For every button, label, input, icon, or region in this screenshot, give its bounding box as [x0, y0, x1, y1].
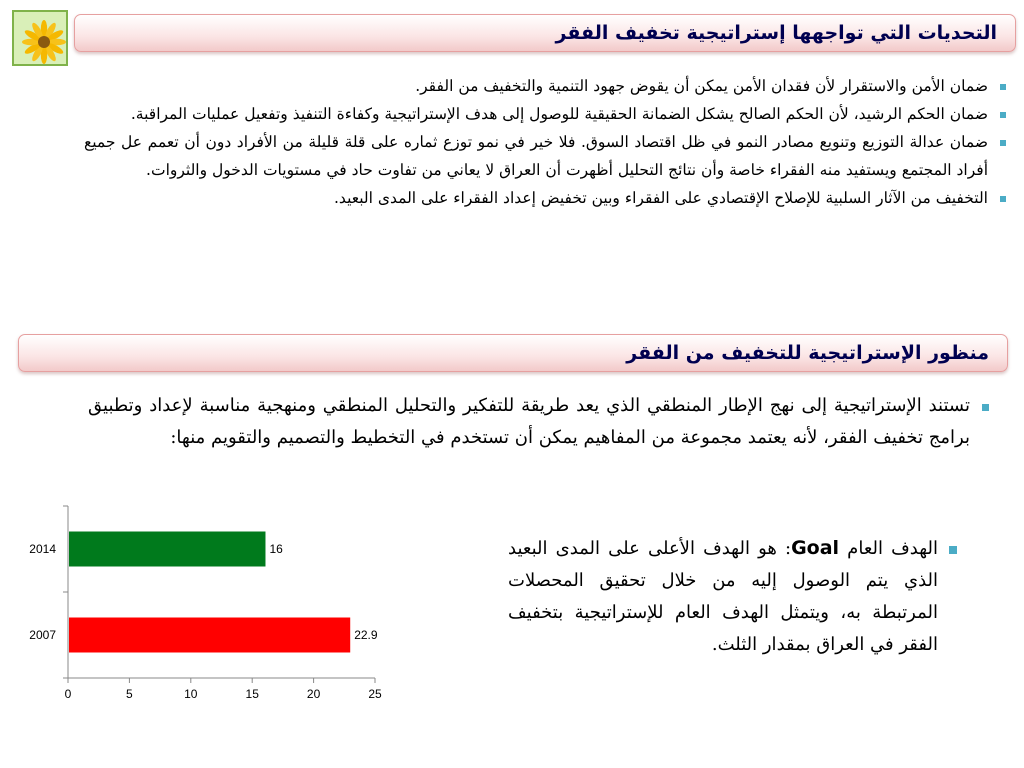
x-tick-label: 15 [245, 687, 259, 701]
sunflower-icon [14, 12, 66, 64]
list-item: ضمان الأمن والاستقرار لأن فقدان الأمن يمكن أن يقوض جهود التنمية والتخفيف من الفقر. [84, 72, 1012, 100]
poverty-rate-bar-chart [20, 500, 400, 715]
x-tick-label: 20 [306, 687, 321, 701]
sunflower-logo [12, 10, 68, 66]
bar-2014 [69, 532, 265, 567]
category-label-2014: 2014 [29, 542, 56, 556]
category-label-2007: 2007 [29, 628, 56, 642]
x-tick-label: 10 [184, 687, 198, 701]
data-label-2014: 16 [269, 542, 283, 556]
perspective-list [88, 390, 994, 454]
list-item: ضمان الحكم الرشيد، لأن الحكم الصالح يشكل الضمانة الحقيقية للوصول إلى هدف الإستراتيجية وكفاءة التنفيذ وتفعيل عمليات المراقبة. [84, 100, 1012, 128]
goal-list [508, 532, 962, 661]
x-tick-label: 5 [126, 687, 133, 701]
goal-text: : هو الهدف الأعلى على المدى البعيد الذي يتم الوصول إليه من خلال تحقيق المحصلات المرتبطة به، ويتمثل الهدف العام للإستراتيجية بتخفيف الفقر في العراق بمقدار الثلث. [508, 538, 938, 655]
data-label-2007: 22.9 [354, 628, 378, 642]
goal-prefix: الهدف العام [839, 538, 938, 559]
list-item: التخفيف من الآثار السلبية للإصلاح الإقتصادي على الفقراء وبين تخفيض إعداد الفقراء على المدى البعيد. [84, 184, 1012, 212]
x-tick-label: 25 [368, 687, 382, 701]
x-tick-label: 0 [64, 687, 72, 701]
challenges-list [84, 72, 1012, 212]
list-item: تستند الإستراتيجية إلى نهج الإطار المنطقي الذي يعد طريقة للتفكير والتحليل المنطقي ومنهجية مناسبة لإعداد وتطبيق برامج تخفيف الفقر، لأنه يعتمد مجموعة من المفاهيم يمكن أن تستخدم في التخطيط والتصميم والتقويم منها: [88, 390, 994, 454]
goal-word: Goal [791, 537, 840, 559]
bar-2007 [69, 618, 350, 653]
goal-item [508, 532, 962, 661]
section-title-perspective: منظور الإستراتيجية للتخفيف من الفقر [18, 334, 1008, 372]
section-title-challenges: التحديات التي تواجهها إستراتيجية تخفيف الفقر [74, 14, 1016, 52]
list-item: ضمان عدالة التوزيع وتنويع مصادر النمو في ظل اقتصاد السوق. فلا خير في نمو توزع ثماره على قلة قليلة من الأفراد دون أن تعمم عل جميع أفراد المجتمع ويستفيد منه الفقراء خاصة وأن نتائج التحليل أظهرت أن العراق لا يعاني من تفاوت حاد في مستويات الدخول والثروات. [84, 128, 1012, 184]
